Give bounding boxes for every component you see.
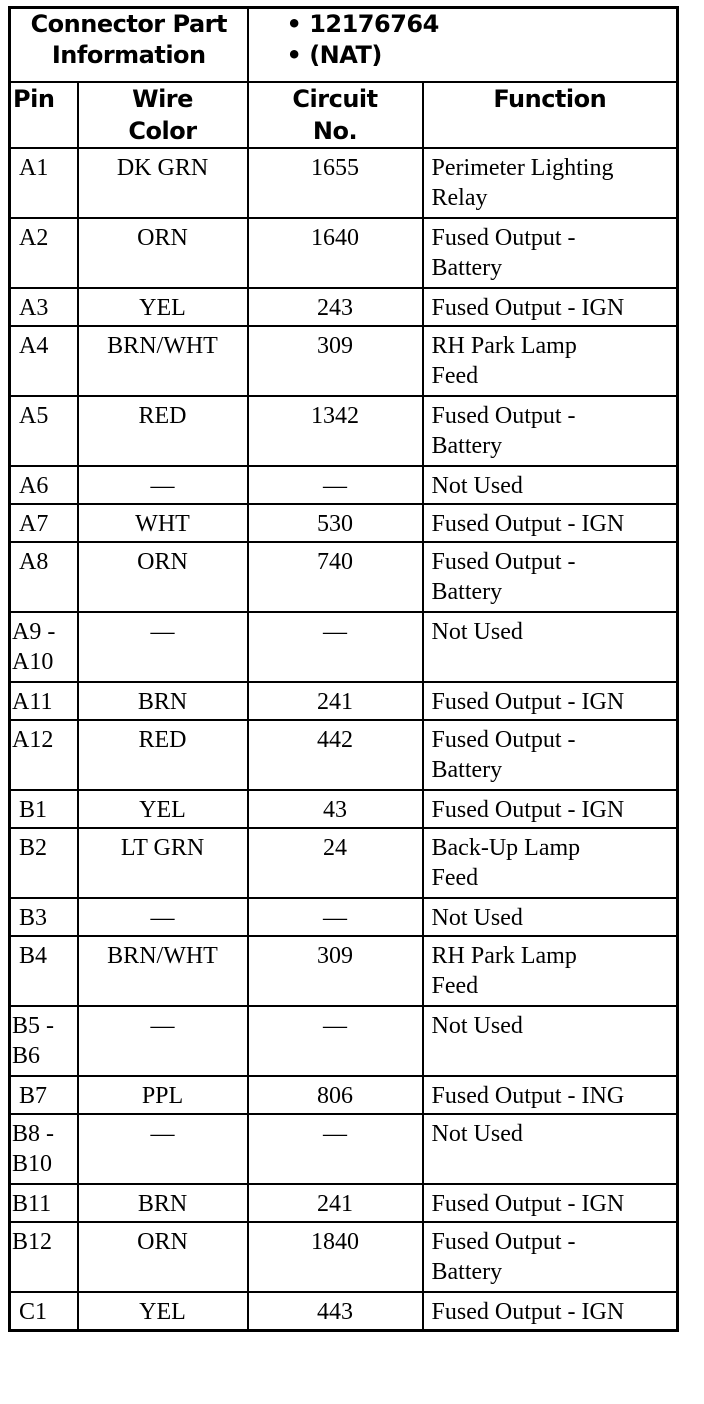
- circuit-cell: 1640: [248, 218, 423, 288]
- function-cell: Fused Output - Battery: [423, 720, 678, 790]
- function-cell: Fused Output - IGN: [423, 504, 678, 542]
- circuit-cell: 24: [248, 828, 423, 898]
- function-cell: Fused Output - IGN: [423, 790, 678, 828]
- table-row: [10, 1006, 678, 1076]
- connector-label-line1: Connector Part: [30, 10, 227, 38]
- circuit-cell: 43: [248, 790, 423, 828]
- connector-part-label: [10, 8, 248, 83]
- function-cell: Fused Output - Battery: [423, 1222, 678, 1292]
- wire-color-cell: —: [78, 1114, 248, 1184]
- function-cell: Fused Output - Battery: [423, 218, 678, 288]
- function-cell: Fused Output - IGN: [423, 288, 678, 326]
- wire-color-cell: —: [78, 1006, 248, 1076]
- function-cell: Not Used: [423, 466, 678, 504]
- function-cell: Fused Output - IGN: [423, 1292, 678, 1330]
- pin-cell: A8: [10, 542, 78, 612]
- pin-cell: B5 - B6: [10, 1006, 78, 1076]
- table-row: [10, 720, 678, 790]
- table-row: [10, 1114, 678, 1184]
- circuit-cell: 1655: [248, 148, 423, 218]
- pin-cell: B4: [10, 936, 78, 1006]
- circuit-cell: —: [248, 1114, 423, 1184]
- wire-color-cell: BRN: [78, 1184, 248, 1222]
- pin-cell: B12: [10, 1222, 78, 1292]
- pin-cell: A1: [10, 148, 78, 218]
- table-row: [10, 218, 678, 288]
- connector-info-row: [10, 8, 678, 83]
- wire-color-cell: YEL: [78, 790, 248, 828]
- circuit-cell: 241: [248, 1184, 423, 1222]
- circuit-cell: 241: [248, 682, 423, 720]
- function-cell: Not Used: [423, 1006, 678, 1076]
- function-cell: RH Park Lamp Feed: [423, 936, 678, 1006]
- function-cell: Fused Output - ING: [423, 1076, 678, 1114]
- pin-cell: A7: [10, 504, 78, 542]
- part-number: • 12176764: [286, 10, 439, 38]
- pin-cell: A5: [10, 396, 78, 466]
- table-row: [10, 326, 678, 396]
- table-row: [10, 1292, 678, 1330]
- wire-color-cell: BRN/WHT: [78, 326, 248, 396]
- table-row: [10, 466, 678, 504]
- function-cell: Not Used: [423, 898, 678, 936]
- table-row: [10, 828, 678, 898]
- table-row: [10, 396, 678, 466]
- circuit-cell: 443: [248, 1292, 423, 1330]
- function-cell: RH Park Lamp Feed: [423, 326, 678, 396]
- wire-color-cell: —: [78, 612, 248, 682]
- wire-color-cell: DK GRN: [78, 148, 248, 218]
- function-cell: Fused Output - Battery: [423, 542, 678, 612]
- function-cell: Fused Output - Battery: [423, 396, 678, 466]
- pin-cell: A3: [10, 288, 78, 326]
- wire-color-cell: WHT: [78, 504, 248, 542]
- pin-cell: B3: [10, 898, 78, 936]
- function-cell: Fused Output - IGN: [423, 1184, 678, 1222]
- wire-color-cell: YEL: [78, 1292, 248, 1330]
- circuit-cell: 309: [248, 326, 423, 396]
- pin-cell: C1: [10, 1292, 78, 1330]
- circuit-column-header: Circuit No.: [248, 82, 423, 148]
- table-row: [10, 1184, 678, 1222]
- circuit-cell: 806: [248, 1076, 423, 1114]
- wire-color-cell: YEL: [78, 288, 248, 326]
- circuit-cell: 243: [248, 288, 423, 326]
- table-row: [10, 148, 678, 218]
- pin-cell: A11: [10, 682, 78, 720]
- pin-cell: B8 - B10: [10, 1114, 78, 1184]
- wire-color-cell: —: [78, 898, 248, 936]
- wire-color-cell: RED: [78, 720, 248, 790]
- wire-color-cell: —: [78, 466, 248, 504]
- function-cell: Back-Up Lamp Feed: [423, 828, 678, 898]
- table-row: [10, 936, 678, 1006]
- function-cell: Perimeter Lighting Relay: [423, 148, 678, 218]
- function-cell: Not Used: [423, 1114, 678, 1184]
- wire-color-cell: RED: [78, 396, 248, 466]
- function-column-header: Function: [423, 82, 678, 148]
- function-cell: Not Used: [423, 612, 678, 682]
- pin-cell: A6: [10, 466, 78, 504]
- circuit-cell: —: [248, 612, 423, 682]
- pin-cell: A2: [10, 218, 78, 288]
- circuit-cell: 309: [248, 936, 423, 1006]
- pin-cell: B11: [10, 1184, 78, 1222]
- wire-color-cell: ORN: [78, 218, 248, 288]
- circuit-cell: —: [248, 898, 423, 936]
- function-cell: Fused Output - IGN: [423, 682, 678, 720]
- table-row: [10, 612, 678, 682]
- circuit-cell: 740: [248, 542, 423, 612]
- table-row: [10, 682, 678, 720]
- circuit-cell: —: [248, 466, 423, 504]
- circuit-cell: 530: [248, 504, 423, 542]
- circuit-cell: 442: [248, 720, 423, 790]
- wire-color-cell: LT GRN: [78, 828, 248, 898]
- circuit-cell: 1840: [248, 1222, 423, 1292]
- table-row: [10, 898, 678, 936]
- pin-cell: A9 - A10: [10, 612, 78, 682]
- connector-label-line2: Information: [51, 41, 206, 69]
- pin-cell: B2: [10, 828, 78, 898]
- table-row: [10, 790, 678, 828]
- pin-cell: A4: [10, 326, 78, 396]
- table-row: [10, 542, 678, 612]
- pin-cell: A12: [10, 720, 78, 790]
- table-row: [10, 288, 678, 326]
- pin-cell: B7: [10, 1076, 78, 1114]
- column-header-row: [10, 82, 678, 148]
- wire-color-column-header: Wire Color: [78, 82, 248, 148]
- wire-color-cell: BRN/WHT: [78, 936, 248, 1006]
- pin-column-header: Pin: [10, 82, 78, 148]
- part-designation: • (NAT): [286, 41, 382, 69]
- connector-pinout-table: [8, 6, 679, 1332]
- table-row: [10, 1076, 678, 1114]
- circuit-cell: 1342: [248, 396, 423, 466]
- wire-color-cell: PPL: [78, 1076, 248, 1114]
- connector-part-numbers: [248, 8, 678, 83]
- wire-color-cell: ORN: [78, 542, 248, 612]
- wire-color-cell: BRN: [78, 682, 248, 720]
- wire-color-cell: ORN: [78, 1222, 248, 1292]
- pin-cell: B1: [10, 790, 78, 828]
- table-row: [10, 1222, 678, 1292]
- circuit-cell: —: [248, 1006, 423, 1076]
- table-row: [10, 504, 678, 542]
